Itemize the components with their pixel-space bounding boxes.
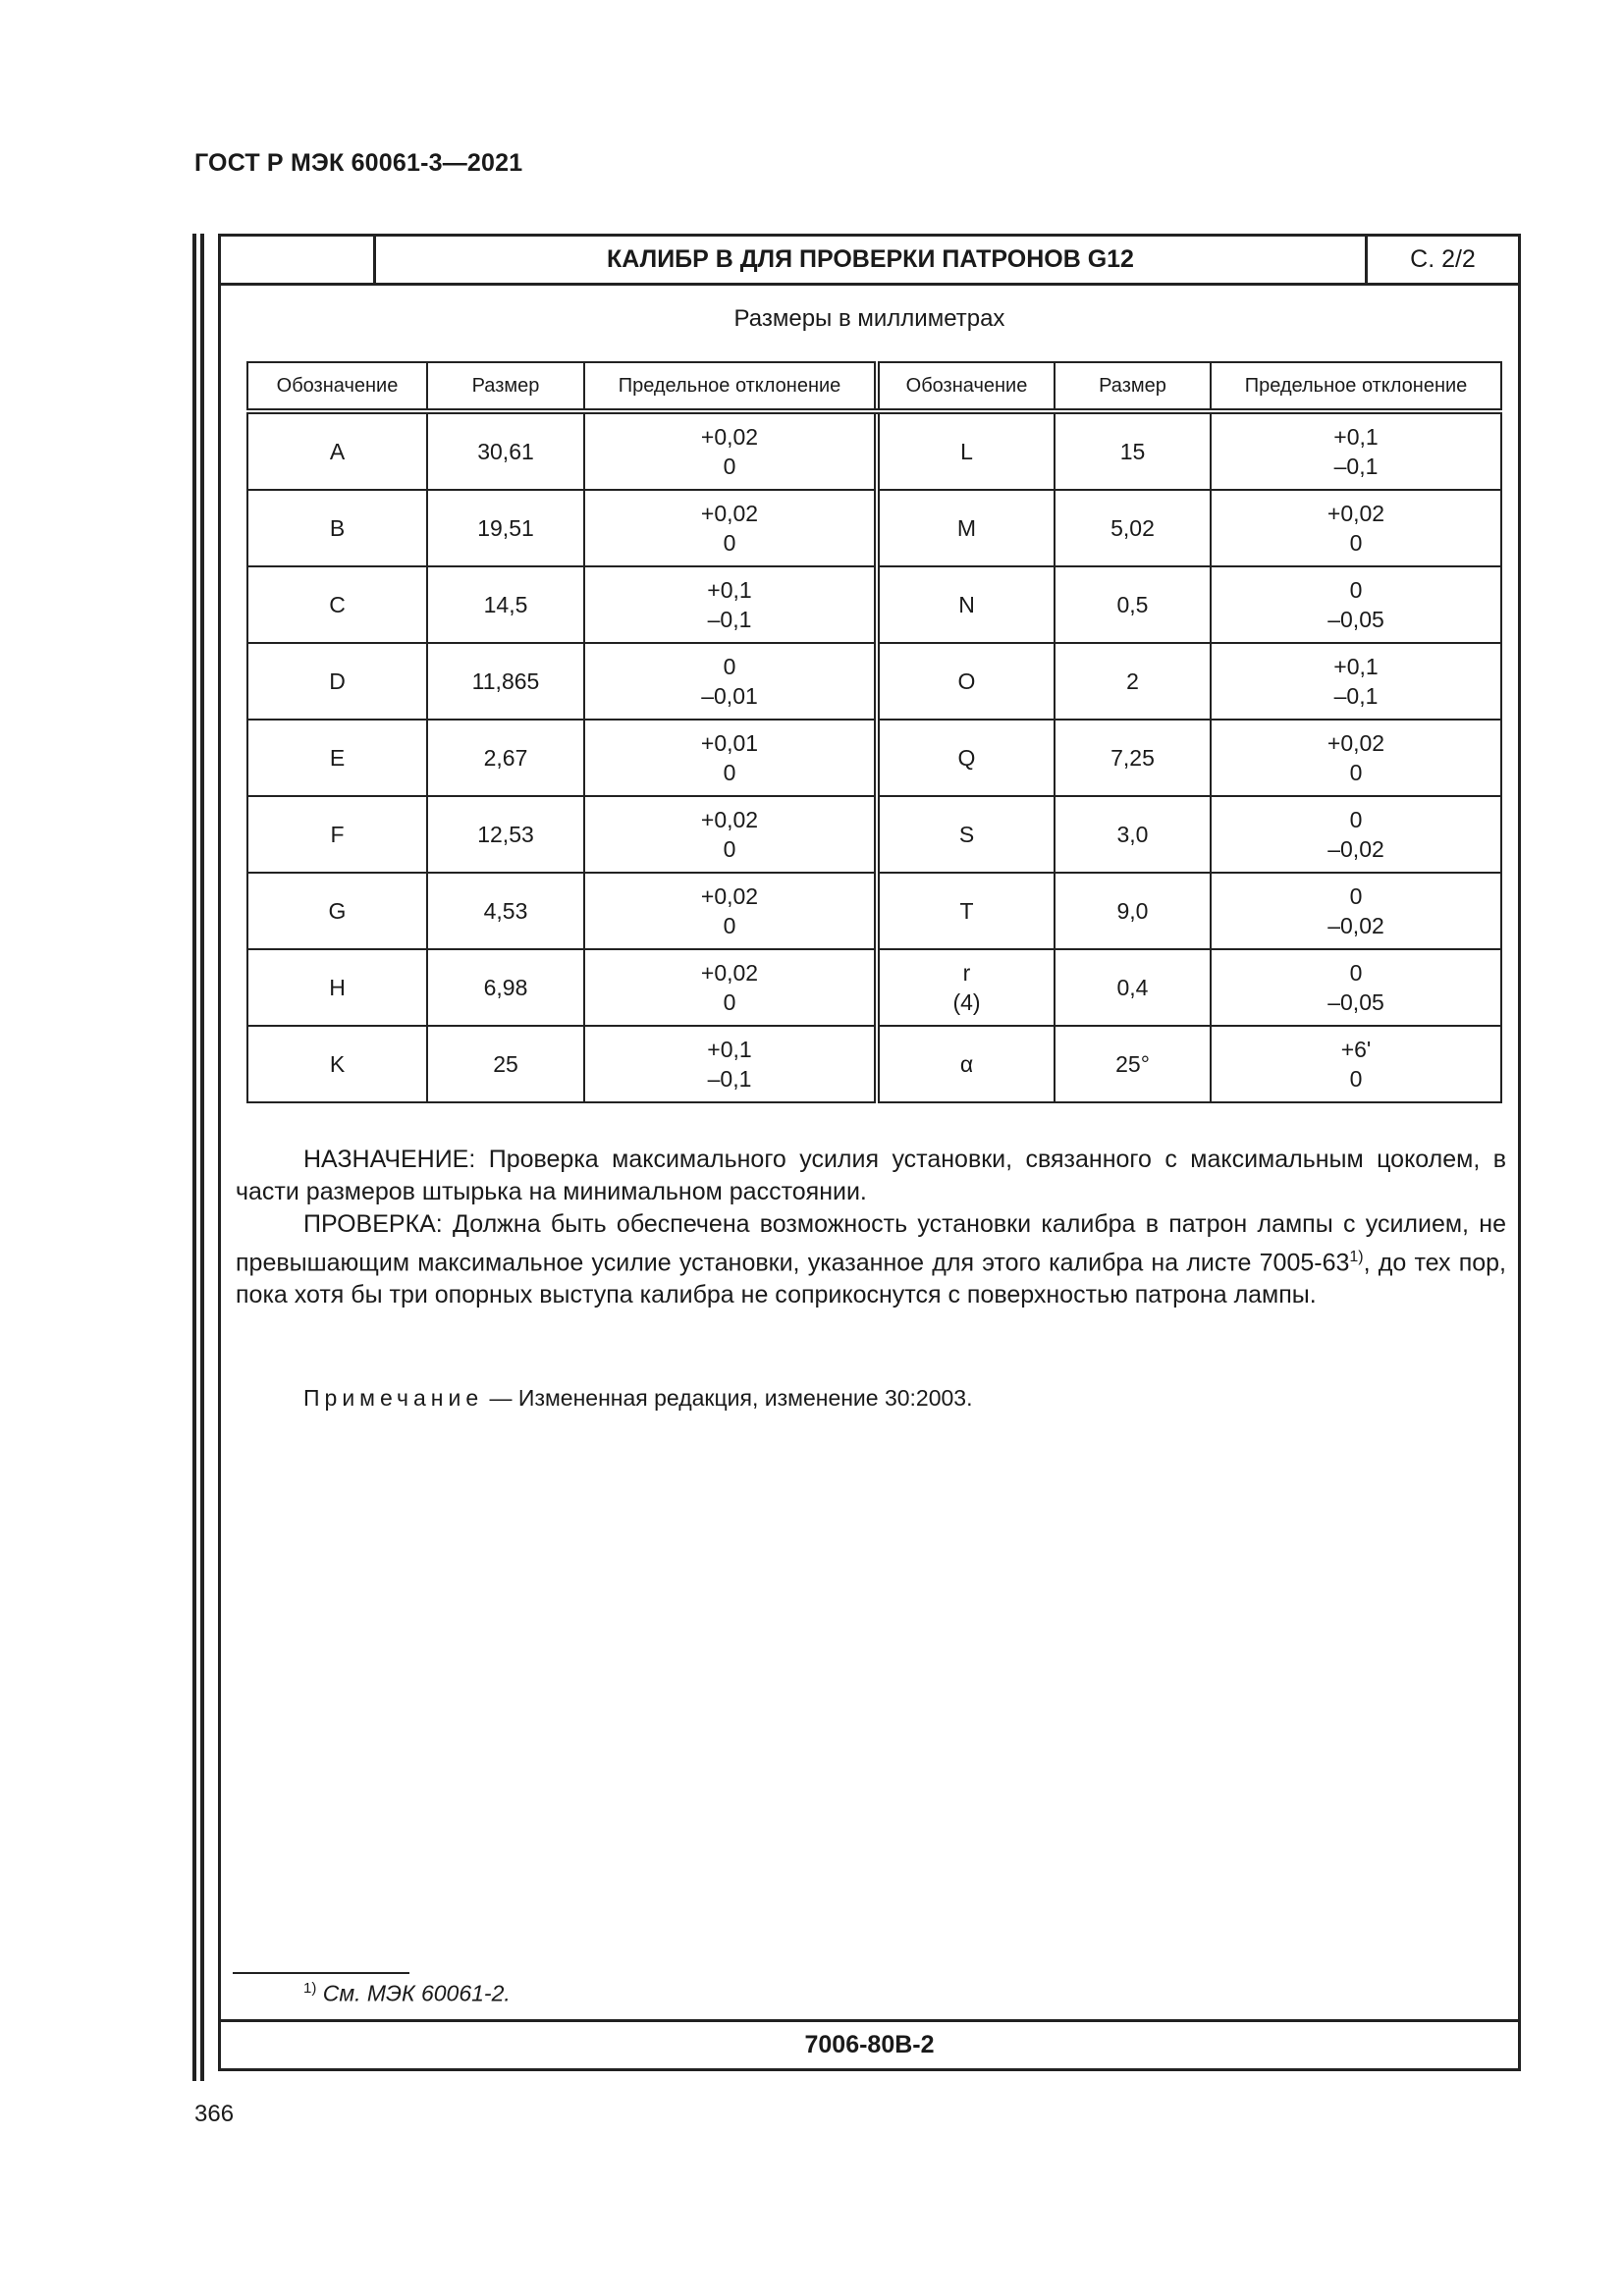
check-text-end: , до тех пор, пока хотя бы три опорных выступа калибра не соприкоснутся с поверхностью патрона лампы. [236,1249,1506,1309]
tolerance-cell [584,643,877,720]
designation-cell-value: N [958,592,975,617]
tolerance-cell [584,490,877,566]
designation-cell [247,411,427,490]
tolerance-cell [1211,796,1501,873]
designation-cell-value: E [329,745,346,771]
size-cell [1055,566,1211,643]
tolerance-cell-value: +0,02 [700,424,759,450]
footnote [303,1980,511,2007]
sheet-title-row [221,237,1518,286]
designation-cell [877,490,1055,566]
table-row [247,949,1501,1026]
size-cell [1055,1026,1211,1102]
designation-cell-value: S [958,822,975,847]
designation-cell-value: L [960,439,973,464]
tolerance-cell-value: 0 [1349,760,1363,785]
size-cell-value: 15 [1119,439,1146,464]
designation-cell [247,796,427,873]
size-cell [427,643,584,720]
size-cell-value: 9,0 [1116,898,1149,924]
designation-cell-value: Q [957,745,976,771]
title-blank-cell [221,237,376,283]
designation-cell [247,720,427,796]
tolerance-cell-value: –0,01 [701,683,758,709]
designation-cell-value: H [329,975,346,1000]
tolerance-cell [584,949,877,1026]
table-row [247,1026,1501,1102]
left-margin-bar [200,234,204,2081]
tolerance-cell [1211,873,1501,949]
size-cell-value: 11,865 [471,668,540,694]
size-cell [1055,949,1211,1026]
table-row [247,490,1501,566]
size-cell-value: 30,61 [477,439,534,464]
tolerance-cell [584,796,877,873]
column-header: Размер [427,362,584,411]
tolerance-cell-value: +0,1 [1333,424,1379,450]
tolerance-cell-value: +0,01 [700,730,759,756]
tolerance-cell-value: 0 [1349,883,1363,909]
size-cell-value: 3,0 [1116,822,1149,847]
table-row [247,643,1501,720]
table-row [247,873,1501,949]
tolerance-cell-value: 0 [1349,807,1363,832]
tolerance-cell-value: +0,02 [700,807,759,832]
designation-cell [877,873,1055,949]
designation-cell [247,1026,427,1102]
tolerance-cell-value: 0 [723,454,736,479]
size-cell [1055,490,1211,566]
size-cell-value: 2,67 [483,745,528,771]
tolerance-cell [1211,411,1501,490]
footnote-separator [233,1972,409,1974]
designation-cell-value: K [329,1051,346,1077]
designation-cell [247,643,427,720]
size-cell [427,949,584,1026]
tolerance-cell-value: +0,02 [700,960,759,986]
tolerance-cell-value: –0,05 [1327,607,1384,632]
tolerance-cell-value: –0,1 [1333,454,1379,479]
size-cell-value: 6,98 [483,975,528,1000]
size-cell-value: 25° [1115,1051,1150,1077]
designation-cell [247,949,427,1026]
designation-cell [877,949,1055,1026]
designation-cell-value: D [329,668,346,694]
designation-cell-value: r [962,960,971,986]
tolerance-cell-value: 0 [723,760,736,785]
footnote-text: См. МЭК 60061-2. [316,1980,511,2006]
designation-cell-value: T [959,898,974,924]
tolerance-cell [1211,949,1501,1026]
size-cell-value: 5,02 [1110,515,1155,541]
tolerance-cell-value: –0,02 [1327,836,1384,862]
sheet-frame [218,234,1521,2071]
tolerance-cell [1211,490,1501,566]
designation-cell-value: A [329,439,346,464]
tolerance-cell-value: 0 [1349,577,1363,603]
tolerance-cell-value: +0,02 [1326,501,1385,526]
table-row [247,566,1501,643]
sheet-number: 7006-80B-2 [221,2019,1518,2068]
column-header: Предельное отклонение [1211,362,1501,411]
tolerance-cell [584,720,877,796]
column-header: Размер [1055,362,1211,411]
size-cell-value: 0,5 [1116,592,1149,617]
tolerance-cell [1211,720,1501,796]
size-cell [427,1026,584,1102]
size-cell-value: 2 [1126,668,1139,694]
tolerance-cell [1211,566,1501,643]
tolerance-cell-value: 0 [723,913,736,938]
footnote-reference: 1) [1349,1249,1364,1265]
designation-cell-value: O [957,668,976,694]
designation-cell [877,566,1055,643]
table-row [247,720,1501,796]
tolerance-cell-value: +0,02 [700,501,759,526]
page-number: 366 [194,2101,235,2127]
size-cell-value: 0,4 [1116,975,1149,1000]
tolerance-cell-value: 0 [723,530,736,556]
designation-cell [877,643,1055,720]
size-cell [427,490,584,566]
size-cell [427,796,584,873]
tolerance-cell [584,566,877,643]
sheet-title: КАЛИБР В ДЛЯ ПРОВЕРКИ ПАТРОНОВ G12 [376,237,1368,283]
column-header: Обозначение [877,362,1055,411]
size-cell [427,411,584,490]
designation-cell-value: C [329,592,346,617]
designation-cell-value: G [328,898,347,924]
size-cell-value: 19,51 [477,515,534,541]
tolerance-cell [584,411,877,490]
tolerance-cell [584,873,877,949]
footnote-mark: 1) [303,1980,317,1997]
tolerance-cell-value: 0 [1349,960,1363,986]
size-cell-value: 4,53 [483,898,528,924]
left-margin-bar [192,234,196,2081]
tolerance-cell-value: –0,1 [707,607,752,632]
tolerance-cell [1211,643,1501,720]
designation-cell-value: α [959,1051,974,1077]
size-cell [427,720,584,796]
tolerance-cell-value: 0 [723,836,736,862]
size-cell [1055,643,1211,720]
purpose-paragraph: НАЗНАЧЕНИЕ: Проверка максимального усилия установки, связанного с максимальным цоколем, в части размеров штырька на минимальном расстоянии. [236,1146,1506,1205]
tolerance-cell-value: 0 [723,654,736,679]
size-cell-value: 25 [493,1051,518,1077]
size-cell-value: 14,5 [483,592,528,617]
tolerance-cell-value: 0 [723,989,736,1015]
size-cell-value: 12,53 [477,822,534,847]
tolerance-cell [1211,1026,1501,1102]
check-text: ПРОВЕРКА: Должна быть обеспечена возможность установки калибра в патрон лампы с усилием, не превышающим максимальное усилие установки, указанное для этого калибра на листе 7005-63 [236,1210,1506,1277]
size-cell [427,566,584,643]
note [303,1385,973,1412]
tolerance-cell-value: 0 [1349,530,1363,556]
sheet-page-ref: С. 2/2 [1410,245,1476,273]
column-header: Обозначение [247,362,427,411]
size-cell [427,873,584,949]
units-note: Размеры в миллиметрах [733,305,1005,332]
designation-cell-value: B [329,515,346,541]
tolerance-cell [584,1026,877,1102]
designation-cell [877,411,1055,490]
table-row [247,796,1501,873]
tolerance-cell-value: –0,05 [1327,989,1384,1015]
designation-cell [877,720,1055,796]
designation-cell [247,873,427,949]
column-header: Предельное отклонение [584,362,877,411]
tolerance-cell-value: –0,02 [1327,913,1384,938]
size-cell [1055,796,1211,873]
note-label: Примечание [303,1385,484,1411]
designation-cell [877,796,1055,873]
designation-cell-value: (4) [952,989,981,1015]
size-cell-value: 7,25 [1110,745,1155,771]
tolerance-cell-value: +0,1 [707,577,752,603]
size-cell [1055,873,1211,949]
size-cell [1055,720,1211,796]
designation-cell [247,566,427,643]
check-paragraph [236,1208,1506,1311]
table-row [247,411,1501,490]
tolerance-cell-value: +0,02 [700,883,759,909]
designation-cell [877,1026,1055,1102]
table-header-row [247,362,1501,411]
standard-header: ГОСТ Р МЭК 60061-3—2021 [194,149,523,177]
designation-cell-value: F [330,822,345,847]
tolerance-cell-value: +0,1 [707,1037,752,1062]
tolerance-cell-value: –0,1 [1333,683,1379,709]
designation-cell [247,490,427,566]
tolerance-cell-value: 0 [1349,1066,1363,1092]
designation-cell-value: M [956,515,977,541]
tolerance-cell-value: +6' [1340,1037,1372,1062]
note-text: — Измененная редакция, изменение 30:2003. [483,1385,973,1411]
tolerance-cell-value: –0,1 [707,1066,752,1092]
tolerance-cell-value: +0,02 [1326,730,1385,756]
dimensions-table-body [247,411,1501,1102]
dimensions-table [246,361,1502,1103]
tolerance-cell-value: +0,1 [1333,654,1379,679]
size-cell [1055,411,1211,490]
